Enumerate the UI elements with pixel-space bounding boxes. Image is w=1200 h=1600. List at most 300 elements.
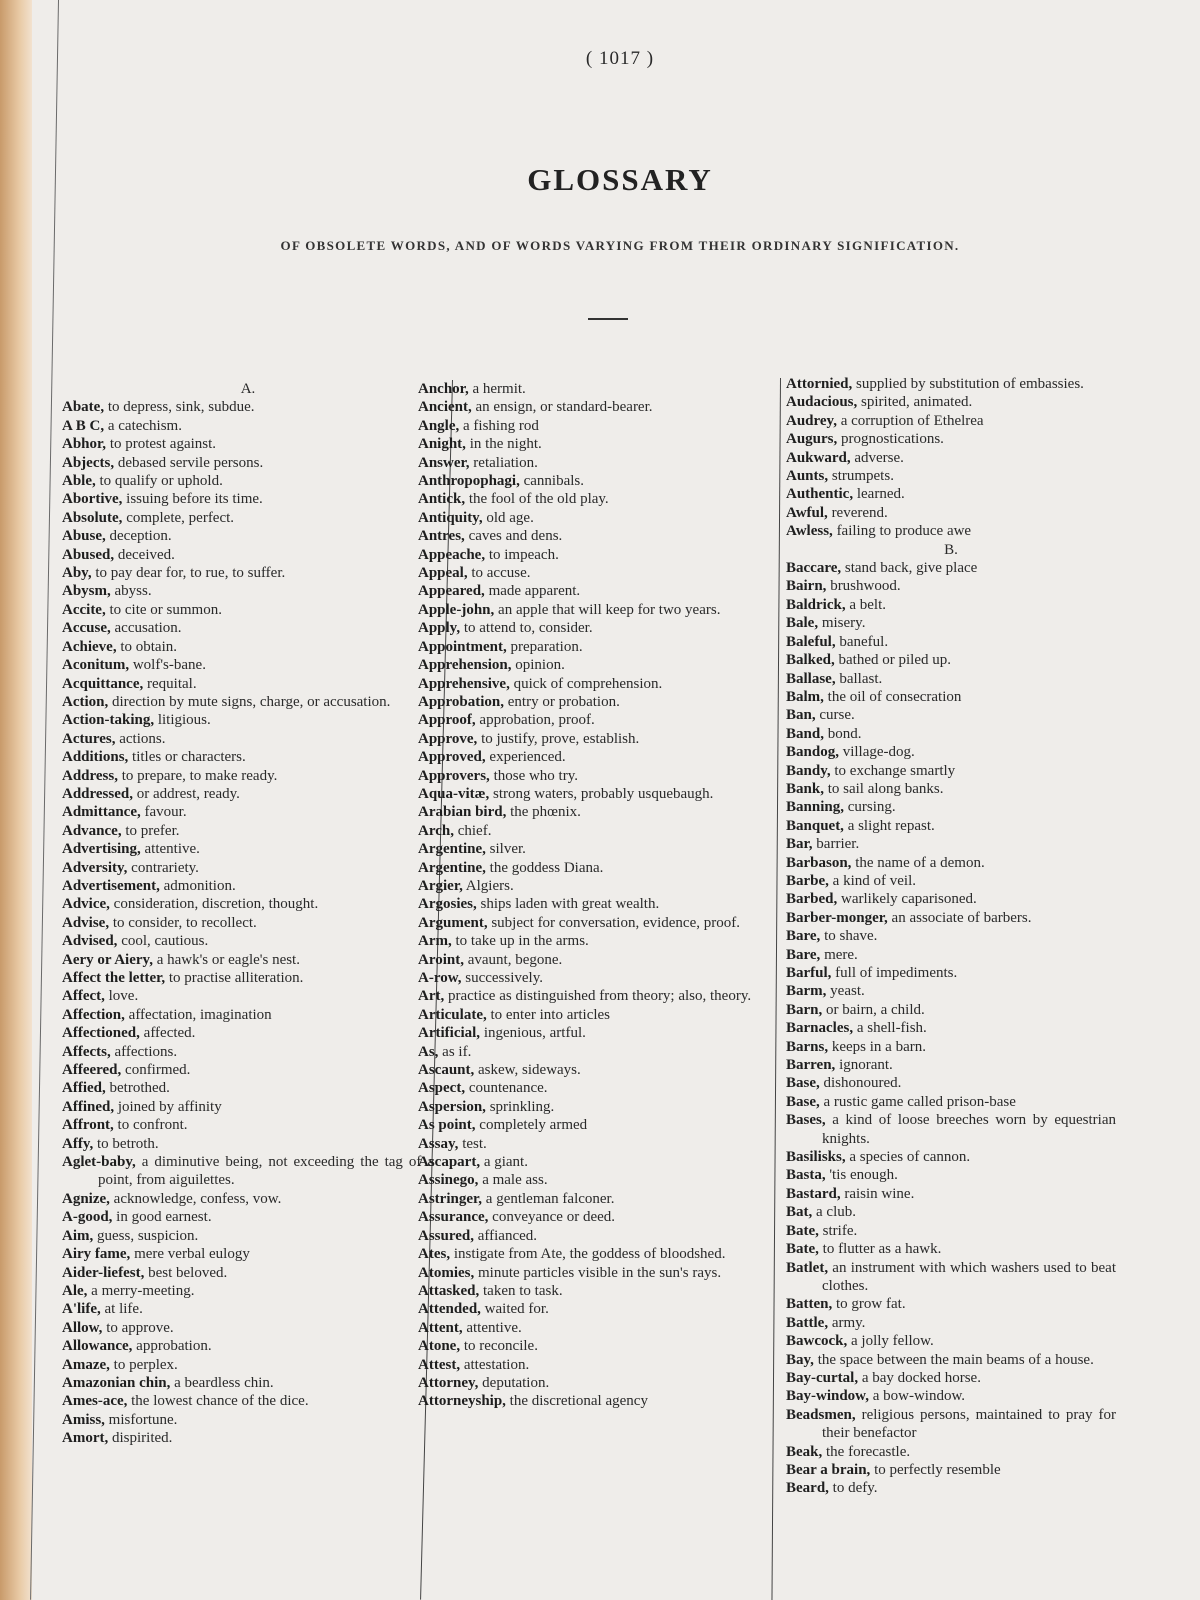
- headword: Aspersion,: [418, 1098, 486, 1115]
- glossary-entry: [62, 730, 434, 748]
- definition: attentive.: [462, 1319, 522, 1336]
- headword: Baldrick,: [786, 596, 846, 613]
- glossary-entry: [418, 1356, 760, 1374]
- headword: Amort,: [62, 1430, 109, 1447]
- headword: Argentine,: [418, 841, 486, 858]
- page-title: GLOSSARY: [527, 162, 713, 197]
- headword: Appeal,: [418, 565, 468, 582]
- definition: the oil of consecration: [823, 688, 962, 705]
- definition: to impeach.: [485, 546, 559, 563]
- definition: to cite or summon.: [105, 601, 222, 618]
- glossary-entry: [786, 798, 1116, 816]
- headword: Action-taking,: [62, 712, 155, 729]
- glossary-entry: [418, 490, 760, 508]
- definition: affections.: [110, 1043, 178, 1060]
- glossary-entry: [62, 785, 434, 803]
- glossary-entry: [418, 1061, 760, 1079]
- definition: a species of cannon.: [845, 1149, 971, 1166]
- definition: the goddess Diana.: [485, 859, 604, 876]
- glossary-entry: [418, 1024, 760, 1042]
- definition: yeast.: [826, 983, 865, 1000]
- definition: betrothed.: [105, 1080, 170, 1097]
- glossary-entry: [418, 1171, 760, 1189]
- glossary-entry: [62, 398, 434, 416]
- glossary-entry: [418, 675, 760, 693]
- headword: Antres,: [418, 528, 465, 545]
- definition: strife.: [818, 1222, 858, 1239]
- glossary-entry: [62, 509, 434, 527]
- glossary-entry: [786, 1443, 1116, 1461]
- glossary-entry: [418, 454, 760, 472]
- glossary-entry: [418, 932, 760, 950]
- headword: Beard,: [786, 1480, 829, 1497]
- headword: Base,: [786, 1075, 820, 1092]
- definition: the space between the main beams of a house.: [813, 1351, 1094, 1368]
- definition: a giant.: [480, 1154, 528, 1171]
- headword: Appeared,: [418, 583, 485, 600]
- glossary-entry: [418, 1098, 760, 1116]
- definition: dispirited.: [108, 1430, 173, 1447]
- definition: opinion.: [511, 657, 565, 674]
- glossary-entry: [418, 1006, 760, 1024]
- glossary-entry: [418, 1282, 760, 1300]
- headword: Amaze,: [62, 1356, 110, 1373]
- glossary-entry: [786, 559, 1116, 577]
- definition: prognostications.: [837, 431, 944, 448]
- glossary-entry: [786, 577, 1116, 595]
- glossary-entry: [62, 987, 434, 1005]
- headword: Anthropophagi,: [418, 473, 520, 490]
- definition: a fishing rod: [459, 417, 539, 434]
- headword: Awless,: [786, 523, 833, 540]
- headword: Barbe,: [786, 872, 829, 889]
- definition: to consider, to recollect.: [109, 914, 257, 931]
- definition: in the night.: [465, 436, 542, 453]
- definition: to pay dear for, to rue, to suffer.: [91, 565, 286, 582]
- glossary-entry: [786, 890, 1116, 908]
- definition: baneful.: [835, 633, 889, 650]
- glossary-entry: [418, 767, 760, 785]
- definition: a hawk's or eagle's nest.: [152, 951, 300, 968]
- headword: Bandy,: [786, 762, 831, 779]
- headword: Authentic,: [786, 486, 854, 503]
- glossary-entry: [418, 1245, 760, 1263]
- definition: a hermit.: [468, 381, 526, 397]
- definition: mere verbal eulogy: [130, 1246, 250, 1263]
- definition: approbation, proof.: [475, 712, 595, 729]
- glossary-entry: [786, 1185, 1116, 1203]
- definition: to reconcile.: [460, 1338, 538, 1355]
- headword: Arm,: [418, 933, 452, 950]
- headword: Baleful,: [786, 633, 836, 650]
- headword: Abate,: [62, 399, 105, 416]
- definition: to defy.: [828, 1480, 878, 1497]
- definition: actions.: [115, 730, 166, 747]
- definition: a corruption of Ethelrea: [836, 412, 984, 429]
- definition: askew, sideways.: [474, 1062, 581, 1079]
- page-subtitle: OF OBSOLETE WORDS, AND OF WORDS VARYING FROM THEIR ORDINARY SIGNIFICATION.: [280, 238, 960, 253]
- glossary-entry: [62, 914, 434, 932]
- headword: Abysm,: [62, 583, 111, 600]
- definition: accusation.: [110, 620, 182, 637]
- headword: Basta,: [786, 1167, 826, 1184]
- definition: Algiers.: [462, 877, 514, 894]
- headword: Bate,: [786, 1222, 819, 1239]
- headword: Able,: [62, 473, 96, 490]
- definition: bathed or piled up.: [834, 652, 951, 669]
- definition: barrier.: [812, 836, 860, 853]
- headword: Beadsmen,: [786, 1406, 856, 1423]
- glossary-entry: [786, 946, 1116, 964]
- definition: to enter into articles: [486, 1006, 611, 1023]
- glossary-entry: [418, 748, 760, 766]
- glossary-entry: [62, 932, 434, 950]
- definition: spirited, animated.: [857, 394, 973, 411]
- glossary-entry: [418, 1043, 760, 1061]
- headword: Appeache,: [418, 546, 486, 563]
- headword: Aukward,: [786, 449, 851, 466]
- definition: a beardless chin.: [170, 1374, 274, 1391]
- headword: Bases,: [786, 1112, 826, 1129]
- headword: Bare,: [786, 946, 821, 963]
- headword: Affy,: [62, 1135, 94, 1152]
- definition: misfortune.: [104, 1411, 178, 1428]
- definition: waited for.: [480, 1301, 549, 1318]
- headword: Aby,: [62, 565, 92, 582]
- headword: Abhor,: [62, 436, 107, 453]
- definition: in good earnest.: [112, 1209, 212, 1226]
- glossary-entry: [786, 1295, 1116, 1313]
- headword: Advise,: [62, 914, 110, 931]
- glossary-entry: [786, 1019, 1116, 1037]
- headword: Ascapart,: [418, 1154, 481, 1171]
- definition: to sail along banks.: [823, 780, 944, 797]
- glossary-entry: [418, 1392, 760, 1410]
- definition: a male ass.: [478, 1172, 548, 1189]
- glossary-entry: [62, 601, 434, 619]
- headword: Action,: [62, 693, 109, 710]
- headword: Affeered,: [62, 1062, 122, 1079]
- headword: Bay-window,: [786, 1388, 869, 1405]
- definition: a merry-meeting.: [87, 1282, 195, 1299]
- headword: Ascaunt,: [418, 1062, 475, 1079]
- definition: contrariety.: [127, 859, 199, 876]
- headword: Awful,: [786, 504, 828, 521]
- glossary-entry: [62, 1006, 434, 1024]
- headword: Audrey,: [786, 412, 837, 429]
- definition: test.: [458, 1135, 487, 1152]
- glossary-entry: [786, 780, 1116, 798]
- definition: practice as distinguished from theory; also, theory.: [444, 988, 752, 1005]
- glossary-entry: [786, 670, 1116, 688]
- glossary-entry: [418, 527, 760, 545]
- glossary-entry: [62, 822, 434, 840]
- headword: Attornied,: [786, 376, 853, 392]
- glossary-entry: [418, 951, 760, 969]
- glossary-entry: [62, 895, 434, 913]
- definition: raisin wine.: [840, 1185, 915, 1202]
- headword: Barren,: [786, 1057, 836, 1074]
- headword: Adversity,: [62, 859, 128, 876]
- glossary-entry: [418, 969, 760, 987]
- glossary-entry: [786, 762, 1116, 780]
- glossary-entry: [62, 656, 434, 674]
- definition: deception.: [105, 528, 172, 545]
- headword: Aim,: [62, 1227, 94, 1244]
- glossary-entry: [418, 398, 760, 416]
- glossary-entry: [62, 693, 434, 711]
- page-number: ( 1017 ): [585, 48, 655, 69]
- headword: Bear a brain,: [786, 1461, 871, 1478]
- headword: Approve,: [418, 730, 478, 747]
- headword: Affect,: [62, 988, 105, 1005]
- glossary-entry: [62, 1227, 434, 1245]
- definition: to practise alliteration.: [165, 970, 304, 986]
- definition: abyss.: [110, 583, 152, 600]
- headword: Allow,: [62, 1319, 103, 1336]
- definition: best beloved.: [144, 1264, 228, 1281]
- headword: Affront,: [62, 1117, 114, 1134]
- headword: Antiquity,: [418, 509, 483, 526]
- headword: Barns,: [786, 1038, 829, 1055]
- glossary-entry: [786, 1314, 1116, 1332]
- glossary-entry: [62, 1392, 434, 1410]
- headword: Anight,: [418, 436, 466, 453]
- definition: cannibals.: [519, 473, 584, 490]
- headword: Amazonian chin,: [62, 1374, 171, 1391]
- glossary-entry: [418, 472, 760, 490]
- headword: Banning,: [786, 799, 844, 816]
- definition: supplied by substitution of embassies.: [852, 376, 1084, 392]
- definition: ballast.: [835, 670, 883, 687]
- headword: Additions,: [62, 749, 129, 766]
- glossary-entry: [62, 1208, 434, 1226]
- definition: a bow-window.: [868, 1388, 966, 1405]
- headword: A'life,: [62, 1301, 101, 1318]
- headword: Balked,: [786, 652, 835, 669]
- glossary-entry: [418, 656, 760, 674]
- title-rule-divider: [588, 318, 628, 320]
- glossary-entry: [418, 785, 760, 803]
- glossary-entry: [786, 1259, 1116, 1296]
- headword: Astringer,: [418, 1190, 483, 1207]
- glossary-entry: [62, 417, 434, 435]
- definition: a belt.: [845, 596, 886, 613]
- glossary-entry: [418, 1264, 760, 1282]
- headword: Basilisks,: [786, 1149, 846, 1166]
- definition: to prepare, to make ready.: [118, 767, 278, 784]
- headword: Abused,: [62, 546, 115, 563]
- definition: to grow fat.: [832, 1296, 906, 1313]
- definition: to shave.: [820, 928, 878, 945]
- definition: keeps in a barn.: [828, 1038, 926, 1055]
- headword: Base,: [786, 1093, 820, 1110]
- headword: Advance,: [62, 822, 122, 839]
- glossary-entry: [786, 467, 1116, 485]
- glossary-entry: [786, 522, 1116, 540]
- glossary-entry: [786, 1351, 1116, 1369]
- definition: to betroth.: [93, 1135, 159, 1152]
- glossary-entry: [62, 1264, 434, 1282]
- headword: Arabian bird,: [418, 804, 507, 821]
- definition: joined by affinity: [114, 1098, 222, 1115]
- definition: an associate of barbers.: [887, 909, 1032, 926]
- headword: Affect the letter,: [62, 970, 166, 986]
- definition: wolf's-bane.: [129, 657, 206, 674]
- headword: Apprehensive,: [418, 675, 510, 692]
- headword: Approved,: [418, 749, 486, 766]
- glossary-entry: [786, 393, 1116, 411]
- glossary-entry: [786, 1203, 1116, 1221]
- glossary-entry: [418, 711, 760, 729]
- glossary-entry: [62, 859, 434, 877]
- definition: entry or probation.: [504, 693, 620, 710]
- headword: Argosies,: [418, 896, 477, 913]
- glossary-entry: [62, 1024, 434, 1042]
- definition: to take up in the arms.: [451, 933, 589, 950]
- definition: retaliation.: [469, 454, 538, 471]
- definition: love.: [104, 988, 139, 1005]
- headword: Batten,: [786, 1296, 833, 1313]
- glossary-entry: [62, 1098, 434, 1116]
- glossary-entry: [418, 859, 760, 877]
- definition: to flutter as a hawk.: [818, 1241, 942, 1258]
- definition: the forecastle.: [822, 1443, 911, 1460]
- glossary-column-3: [786, 375, 1116, 1498]
- glossary-entry: [418, 803, 760, 821]
- headword: Aery or Aiery,: [62, 951, 153, 968]
- glossary-entry: [62, 1356, 434, 1374]
- headword: Battle,: [786, 1314, 829, 1331]
- definition: to exchange smartly: [830, 762, 956, 779]
- definition: stand back, give place: [841, 560, 978, 577]
- headword: Ban,: [786, 707, 816, 724]
- headword: Barbason,: [786, 854, 852, 871]
- glossary-entry: [62, 435, 434, 453]
- glossary-entry: [786, 1240, 1116, 1258]
- headword: Attest,: [418, 1356, 461, 1373]
- glossary-entry: [418, 1079, 760, 1097]
- headword: Actures,: [62, 730, 116, 747]
- definition: to confront.: [113, 1117, 188, 1134]
- definition: failing to produce awe: [832, 523, 972, 540]
- headword: Assured,: [418, 1227, 474, 1244]
- definition: deputation.: [478, 1374, 550, 1391]
- definition: religious persons, maintained to pray for their benefactor: [822, 1406, 1116, 1442]
- headword: As point,: [418, 1117, 476, 1134]
- headword: Bare,: [786, 928, 821, 945]
- definition: cool, cautious.: [117, 933, 209, 950]
- definition: a catechism.: [104, 417, 182, 434]
- headword: Bar,: [786, 836, 813, 853]
- definition: bond.: [823, 725, 862, 742]
- glossary-entry: [786, 633, 1116, 651]
- headword: Apple-john,: [418, 601, 495, 618]
- definition: caves and dens.: [464, 528, 563, 545]
- definition: mere.: [820, 946, 858, 963]
- headword: Augurs,: [786, 431, 838, 448]
- definition: dishonoured.: [819, 1075, 902, 1092]
- definition: full of impediments.: [831, 965, 958, 981]
- headword: Audacious,: [786, 394, 858, 411]
- glossary-entry: [418, 730, 760, 748]
- glossary-entry: [62, 1043, 434, 1061]
- definition: requital.: [143, 675, 197, 692]
- headword: Assay,: [418, 1135, 459, 1152]
- definition: warlikely caparisoned.: [837, 891, 977, 908]
- headword: Antick,: [418, 491, 466, 508]
- glossary-entry: [418, 638, 760, 656]
- headword: Apprehension,: [418, 657, 512, 674]
- headword: Argier,: [418, 877, 463, 894]
- definition: to obtain.: [116, 638, 177, 655]
- glossary-entry: [786, 1222, 1116, 1240]
- definition: favour.: [140, 804, 187, 821]
- definition: to protest against.: [106, 436, 217, 453]
- headword: Affined,: [62, 1098, 115, 1115]
- headword: Bay,: [786, 1351, 814, 1368]
- definition: subject for conversation, evidence, proof.: [487, 914, 740, 931]
- glossary-entry: [786, 1093, 1116, 1111]
- definition: the discretional agency: [505, 1393, 648, 1410]
- definition: to approve.: [102, 1319, 174, 1336]
- headword: Affied,: [62, 1080, 106, 1097]
- glossary-entry: [786, 1332, 1116, 1350]
- glossary-entry: [786, 835, 1116, 853]
- headword: Ates,: [418, 1246, 451, 1263]
- definition: to perfectly resemble: [870, 1461, 1001, 1478]
- headword: Attent,: [418, 1319, 463, 1336]
- headword: Bairn,: [786, 578, 827, 595]
- glossary-entry: [786, 1166, 1116, 1184]
- headword: Airy fame,: [62, 1246, 131, 1263]
- headword: Ancient,: [418, 399, 472, 416]
- definition: or addrest, ready.: [133, 785, 240, 802]
- glossary-entry: [62, 675, 434, 693]
- section-letter: B.: [944, 541, 958, 558]
- definition: complete, perfect.: [122, 509, 235, 526]
- glossary-entry: [786, 412, 1116, 430]
- definition: a shell-fish.: [853, 1020, 927, 1037]
- definition: affianced.: [474, 1227, 538, 1244]
- definition: attestation.: [460, 1356, 530, 1373]
- definition: to depress, sink, subdue.: [104, 399, 255, 416]
- headword: Artificial,: [418, 1025, 481, 1042]
- glossary-entry: [418, 1300, 760, 1318]
- glossary-entry: [418, 1337, 760, 1355]
- glossary-entry: [786, 651, 1116, 669]
- headword: Advice,: [62, 896, 110, 913]
- definition: to attend to, consider.: [460, 620, 593, 637]
- definition: avaunt, begone.: [463, 951, 563, 968]
- glossary-entry: [786, 1369, 1116, 1387]
- glossary-entry: [62, 454, 434, 472]
- glossary-entry: [62, 767, 434, 785]
- definition: a diminutive being, not exceeding the tag of a point, from aiguilettes.: [98, 1154, 434, 1189]
- glossary-entry: [786, 706, 1116, 724]
- headword: Barbed,: [786, 891, 838, 908]
- headword: Abortive,: [62, 491, 123, 508]
- headword: Angle,: [418, 417, 460, 434]
- headword: Barn,: [786, 1001, 823, 1018]
- definition: silver.: [485, 841, 526, 858]
- headword: Bate,: [786, 1241, 819, 1258]
- definition: army.: [828, 1314, 866, 1331]
- glossary-entry: [418, 546, 760, 564]
- definition: affectation, imagination: [124, 1006, 272, 1023]
- glossary-entry: [786, 1074, 1116, 1092]
- definition: minute particles visible in the sun's rays.: [474, 1264, 722, 1281]
